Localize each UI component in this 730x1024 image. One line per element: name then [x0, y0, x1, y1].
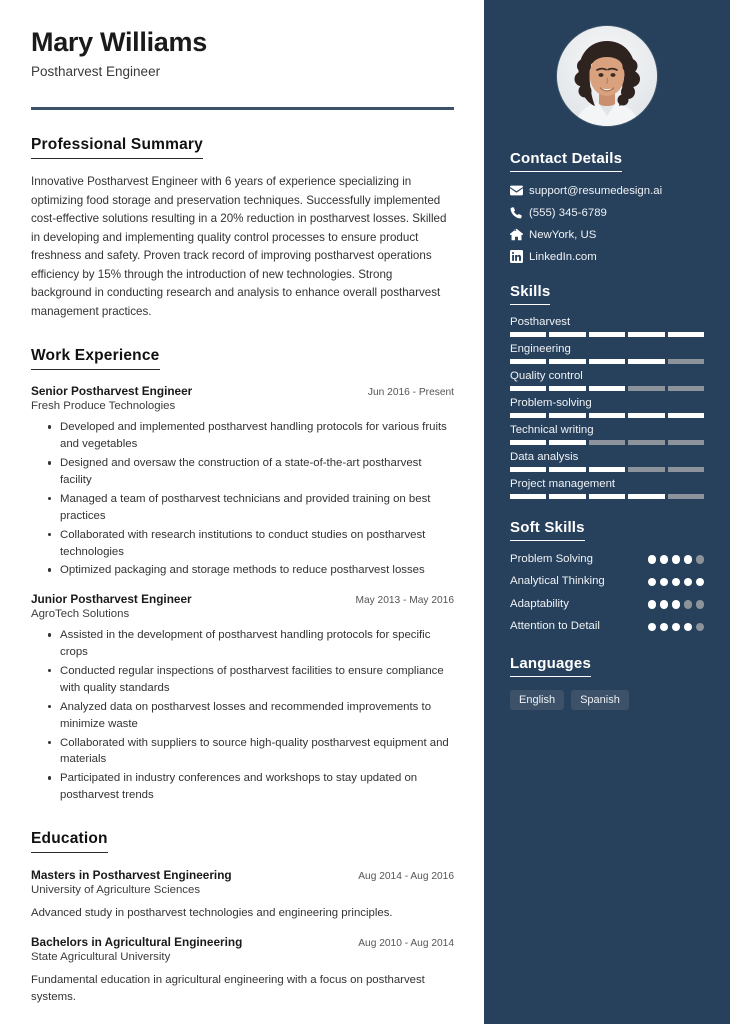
avatar-container [510, 26, 704, 126]
soft-skill-rating [648, 578, 705, 587]
contact-value: support@resumedesign.ai [529, 184, 663, 197]
skill-label: Technical writing [510, 424, 594, 436]
rating-dot [696, 623, 705, 632]
education-item-school: University of Agriculture Sciences [31, 884, 201, 897]
soft-skills-list [510, 552, 704, 635]
skill-segment [628, 386, 664, 391]
skill-segment [549, 440, 585, 445]
rating-dot [684, 623, 693, 632]
skill-segment [628, 494, 664, 499]
skill-segment [668, 440, 704, 445]
linkedin-icon [510, 250, 529, 263]
section-contact-details [510, 150, 704, 263]
skill-segment [549, 494, 585, 499]
skill-item [510, 316, 704, 337]
skill-segment [510, 386, 546, 391]
candidate-name: Mary Williams [31, 27, 207, 57]
education-item-date: Aug 2014 - Aug 2016 [358, 871, 454, 883]
education-item-description: Fundamental education in agricultural engineering with a focus on postharvest systems. [31, 974, 425, 1004]
contact-item-email[interactable] [510, 184, 704, 197]
skill-segment [510, 359, 546, 364]
soft-skill-label: Attention to Detail [510, 620, 600, 633]
skill-segment [668, 413, 704, 418]
skill-level-bar [510, 413, 704, 418]
soft-skill-rating [648, 555, 705, 564]
section-education [31, 830, 454, 1006]
rating-dot [648, 578, 657, 587]
skill-level-bar [510, 359, 704, 364]
list-item: Participated in industry conferences and workshops to stay updated on postharvest trends [48, 770, 454, 804]
soft-skill-label: Adaptability [510, 597, 569, 610]
skill-segment [510, 413, 546, 418]
rating-dot [696, 600, 705, 609]
skill-segment [589, 332, 625, 337]
skill-item [510, 478, 704, 499]
section-skills [510, 283, 704, 499]
contact-value: NewYork, US [529, 228, 597, 241]
section-title-education: Education [31, 830, 108, 853]
skill-segment [628, 440, 664, 445]
skill-label: Quality control [510, 370, 583, 382]
work-item-bullets [31, 419, 454, 579]
skill-item [510, 397, 704, 418]
soft-skill-rating [648, 623, 705, 632]
section-professional-summary [31, 136, 454, 321]
rating-dot [660, 555, 669, 564]
work-item-role: Junior Postharvest Engineer [31, 592, 192, 607]
language-chip: Spanish [571, 690, 629, 710]
skill-label: Problem-solving [510, 397, 592, 409]
soft-skill-label: Analytical Thinking [510, 575, 605, 588]
section-soft-skills [510, 519, 704, 635]
skill-label: Data analysis [510, 451, 579, 463]
work-item [31, 592, 454, 804]
skill-segment [510, 494, 546, 499]
contact-item-linkedin[interactable] [510, 250, 704, 263]
skill-segment [628, 413, 664, 418]
avatar-photo-icon [557, 26, 657, 126]
soft-skill-item [510, 597, 704, 612]
skill-segment [549, 359, 585, 364]
rating-dot [660, 623, 669, 632]
education-item-date: Aug 2010 - Aug 2014 [358, 938, 454, 950]
list-item: Collaborated with research institutions to conduct studies on postharvest technologies [48, 527, 454, 561]
contact-value: LinkedIn.com [529, 250, 597, 263]
soft-skill-rating [648, 600, 705, 609]
skill-segment [549, 413, 585, 418]
list-item: Developed and implemented postharvest handling protocols for various fruits and vegetables [48, 419, 454, 453]
work-item-header [31, 592, 454, 606]
work-item-role: Senior Postharvest Engineer [31, 384, 193, 399]
skill-segment [549, 332, 585, 337]
candidate-job-title: Postharvest Engineer [31, 64, 161, 80]
rating-dot [660, 578, 669, 587]
rating-dot [696, 555, 705, 564]
skill-item [510, 451, 704, 472]
contact-value: (555) 345-6789 [529, 206, 607, 219]
work-item-date: May 2013 - May 2016 [355, 595, 454, 607]
work-item [31, 384, 454, 579]
rating-dot [672, 555, 681, 564]
skill-item [510, 424, 704, 445]
rating-dot [660, 600, 669, 609]
education-item-degree: Masters in Postharvest Engineering [31, 868, 232, 883]
header-divider [31, 107, 454, 110]
soft-skill-item [510, 552, 704, 567]
skills-list [510, 316, 704, 499]
education-item-school: State Agricultural University [31, 951, 171, 964]
language-chip: English [510, 690, 564, 710]
skill-segment [668, 467, 704, 472]
summary-text: Innovative Postharvest Engineer with 6 years of experience specializing in optimizing food storage and preservation techniques. Successfully implemented cost-effective solutions resulting in a 20% reduction in postharvest losses. Skilled in developing and implementing quality control processes to ensure product freshness and safety. Proven track record of improving postharvest operations efficiency by 15% through the introduction of new technologies. Strong background in conducting research and analysis to enhance overall postharvest management practices. [31, 175, 447, 318]
education-item [31, 935, 454, 1006]
rating-dot [672, 600, 681, 609]
phone-icon [510, 206, 529, 219]
skill-segment [628, 467, 664, 472]
section-title-contact: Contact Details [510, 150, 622, 172]
skill-item [510, 343, 704, 364]
contact-list [510, 184, 704, 263]
rating-dot [684, 600, 693, 609]
contact-item-location[interactable] [510, 228, 704, 241]
rating-dot [696, 578, 705, 587]
skill-segment [668, 332, 704, 337]
education-item-header [31, 935, 454, 949]
education-item-degree: Bachelors in Agricultural Engineering [31, 935, 243, 950]
section-title-summary: Professional Summary [31, 136, 203, 159]
list-item: Conducted regular inspections of postharvest facilities to ensure compliance with quality standards [48, 663, 454, 697]
work-item-header [31, 384, 454, 398]
skill-level-bar [510, 332, 704, 337]
languages-list [510, 690, 704, 710]
skill-label: Engineering [510, 343, 571, 355]
list-item: Analyzed data on postharvest losses and recommended improvements to minimize waste [48, 699, 454, 733]
section-title-soft-skills: Soft Skills [510, 519, 585, 541]
work-item-company: Fresh Produce Technologies [31, 400, 176, 413]
rating-dot [648, 600, 657, 609]
rating-dot [684, 555, 693, 564]
skill-level-bar [510, 494, 704, 499]
section-title-work-experience: Work Experience [31, 347, 160, 370]
soft-skill-item [510, 619, 704, 634]
home-icon [510, 228, 529, 241]
skill-item [510, 370, 704, 391]
skill-segment [628, 332, 664, 337]
rating-dot [672, 623, 681, 632]
list-item: Assisted in the development of postharvest handling protocols for specific crops [48, 627, 454, 661]
rating-dot [672, 578, 681, 587]
section-languages [510, 655, 704, 710]
rating-dot [648, 555, 657, 564]
list-item: Designed and oversaw the construction of a state-of-the-art postharvest facility [48, 455, 454, 489]
rating-dot [684, 578, 693, 587]
list-item: Optimized packaging and storage methods to reduce postharvest losses [48, 562, 454, 579]
skill-segment [589, 413, 625, 418]
list-item: Managed a team of postharvest technicians and provided training on best practices [48, 491, 454, 525]
avatar [557, 26, 657, 126]
skill-level-bar [510, 467, 704, 472]
work-item-date: Jun 2016 - Present [367, 387, 454, 399]
skill-segment [628, 359, 664, 364]
skill-level-bar [510, 440, 704, 445]
skill-level-bar [510, 386, 704, 391]
section-title-skills: Skills [510, 283, 550, 305]
skill-segment [589, 440, 625, 445]
education-item-description: Advanced study in postharvest technologies and engineering principles. [31, 907, 393, 920]
skill-segment [549, 386, 585, 391]
work-item-bullets [31, 627, 454, 804]
education-item-header [31, 868, 454, 882]
skill-segment [589, 494, 625, 499]
skill-segment [510, 440, 546, 445]
skill-segment [668, 494, 704, 499]
list-item: Collaborated with suppliers to source high-quality postharvest equipment and materials [48, 735, 454, 769]
skill-segment [549, 467, 585, 472]
skill-segment [510, 332, 546, 337]
skill-segment [668, 386, 704, 391]
resume-header [31, 27, 454, 79]
work-item-company: AgroTech Solutions [31, 608, 130, 621]
soft-skill-item [510, 574, 704, 589]
skill-segment [668, 359, 704, 364]
skill-segment [589, 359, 625, 364]
skill-segment [510, 467, 546, 472]
contact-item-phone[interactable] [510, 206, 704, 219]
education-item [31, 868, 454, 922]
soft-skill-label: Problem Solving [510, 553, 593, 565]
skill-segment [589, 386, 625, 391]
skill-label: Postharvest [510, 316, 571, 328]
resume-sidebar [484, 0, 730, 1024]
section-title-languages: Languages [510, 655, 591, 677]
skill-segment [589, 467, 625, 472]
rating-dot [648, 623, 657, 632]
skill-label: Project management [510, 478, 616, 490]
section-work-experience [31, 347, 454, 804]
envelope-icon [510, 184, 529, 197]
